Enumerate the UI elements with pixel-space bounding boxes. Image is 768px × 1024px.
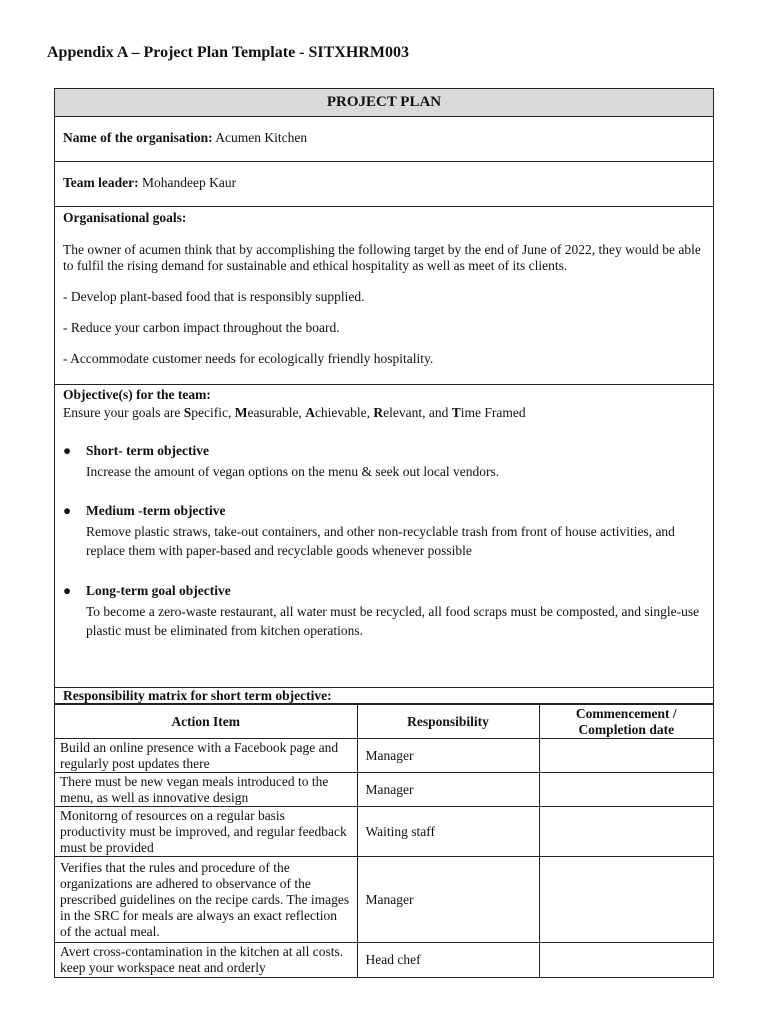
organisation-row xyxy=(55,117,713,162)
responsibility-cell: Manager xyxy=(357,773,539,807)
table-row xyxy=(55,807,713,857)
responsibility-matrix-label: Responsibility matrix for short term objective: xyxy=(55,688,713,704)
date-cell xyxy=(539,773,713,807)
team-leader-value: Mohandeep Kaur xyxy=(141,175,237,190)
team-leader-row xyxy=(55,162,713,207)
smart-goals-note: Ensure your goals are Specific, Measurable, Achievable, Relevant, and Time Framed xyxy=(63,405,526,420)
project-plan-heading: PROJECT PLAN xyxy=(55,89,713,117)
date-cell xyxy=(539,943,713,977)
goals-label: Organisational goals: xyxy=(63,210,187,225)
team-objectives-row xyxy=(55,385,713,688)
responsibility-cell: Manager xyxy=(357,739,539,773)
table-row xyxy=(55,739,713,773)
action-cell: Verifies that the rules and procedure of the organizations are adhered to observance of the prescribed guidelines on the recipe cards. The images in the SRC for meals are always an exact reflection of the actual meal. xyxy=(55,857,357,943)
responsibility-matrix xyxy=(55,704,713,977)
organisational-goals-row xyxy=(55,207,713,385)
long-term-objective xyxy=(63,582,705,640)
header-date: Commencement / Completion date xyxy=(539,705,713,739)
short-term-text: Increase the amount of vegan options on the menu & seek out local vendors. xyxy=(86,464,500,479)
medium-term-objective xyxy=(63,502,705,560)
responsibility-cell: Waiting staff xyxy=(357,807,539,857)
action-cell: Monitorng of resources on a regular basis productivity must be improved, and regular feedback must be provided xyxy=(55,807,357,857)
document-title: Appendix A – Project Plan Template - SITXHRM003 xyxy=(47,44,409,61)
objectives-label: Objective(s) for the team: xyxy=(63,387,211,402)
bullet-icon: ● xyxy=(63,443,72,458)
bullet-icon: ● xyxy=(63,503,72,518)
date-cell xyxy=(539,857,713,943)
date-cell xyxy=(539,739,713,773)
action-cell: There must be new vegan meals introduced to the menu, as well as innovative design xyxy=(55,773,357,807)
organisation-value: Acumen Kitchen xyxy=(215,130,308,145)
header-responsibility: Responsibility xyxy=(357,705,539,739)
table-row xyxy=(55,943,713,977)
goal-item: - Develop plant-based food that is responsibly supplied. xyxy=(63,289,365,304)
action-cell: Avert cross-contamination in the kitchen at all costs. keep your workspace neat and orderly xyxy=(55,943,357,977)
team-leader-label: Team leader: xyxy=(63,175,139,190)
action-cell: Build an online presence with a Facebook page and regularly post updates there xyxy=(55,739,357,773)
date-cell xyxy=(539,807,713,857)
long-term-title: Long-term goal objective xyxy=(86,583,231,598)
responsibility-cell: Head chef xyxy=(357,943,539,977)
organisation-label: Name of the organisation: xyxy=(63,130,213,145)
goal-item: - Reduce your carbon impact throughout the board. xyxy=(63,320,340,335)
project-plan-table xyxy=(54,88,714,978)
medium-term-title: Medium -term objective xyxy=(86,503,226,518)
table-row xyxy=(55,773,713,807)
header-action-item: Action Item xyxy=(55,705,357,739)
responsibility-cell: Manager xyxy=(357,857,539,943)
goals-intro: The owner of acumen think that by accomplishing the following target by the end of June of 2022, they would be able to fulfil the rising demand for sustainable and ethical hospitality as well as meet of its clients. xyxy=(63,242,701,273)
bullet-icon: ● xyxy=(63,583,72,598)
goal-item: - Accommodate customer needs for ecologically friendly hospitality. xyxy=(63,351,434,366)
short-term-title: Short- term objective xyxy=(86,443,209,458)
long-term-text: To become a zero-waste restaurant, all water must be recycled, all food scraps must be composted, and single-use plastic must be eliminated from kitchen operations. xyxy=(86,604,700,638)
table-row xyxy=(55,857,713,943)
matrix-header-row xyxy=(55,705,713,739)
medium-term-text: Remove plastic straws, take-out containers, and other non-recyclable trash from front of house activities, and replace them with paper-based and recyclable goods whenever possible xyxy=(86,524,675,558)
short-term-objective xyxy=(63,442,705,481)
